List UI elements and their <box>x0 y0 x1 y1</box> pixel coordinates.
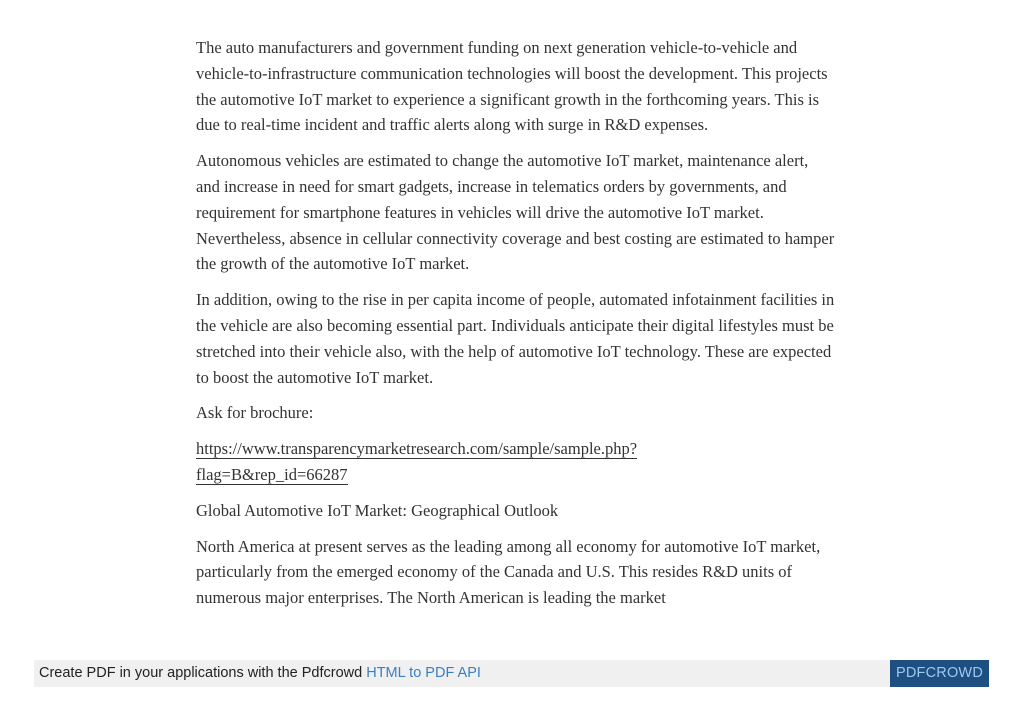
paragraph-north-america: North America at present serves as the leading among all economy for automotive IoT market, particularly from the emerged economy of the Canada and U.S. This resides R&D units of numerous major enterprises. The North American is leading the market <box>196 536 821 608</box>
paragraph-v2v-funding: The auto manufacturers and government funding on next generation vehicle-to-vehicle and vehicle-to-infrastructure communication technologies will boost the development. This projects the automotive IoT market to experience a significant growth in the forthcoming years. This is due to real-time incident and traffic alerts along with surge in R&D expenses. <box>196 38 828 135</box>
footer-text <box>39 665 481 681</box>
pdfcrowd-footer-bar <box>34 660 989 687</box>
footer-prefix: Create PDF in your applications with the Pdfcrowd <box>39 665 367 681</box>
paragraph-autonomous-vehicles: Autonomous vehicles are estimated to change the automotive IoT market, maintenance alert, and increase in need for smart gadgets, increase in telematics orders by governments, and requirement for smartphone features in vehicles will drive the automotive IoT market. Nevertheless, absence in cellular connectivity coverage and best costing are estimated to hamper the growth of the automotive IoT market. <box>196 151 835 274</box>
brochure-link-block <box>196 436 836 488</box>
brochure-label: Ask for brochure: <box>196 403 314 423</box>
paragraph-infotainment: In addition, owing to the rise in per capita income of people, automated infotainment facilities in the vehicle are also becoming essential part. Individuals anticipate their digital lifestyles must be stretched into their vehicle also, with the help of automotive IoT technology. These are expected to boost the automotive IoT market. <box>196 290 835 387</box>
section-heading: Global Automotive IoT Market: Geographical Outlook <box>196 500 559 520</box>
document-body <box>196 35 836 621</box>
brochure-link-line1[interactable]: https://www.transparencymarketresearch.com/sample/sample.php? <box>196 439 638 459</box>
html-to-pdf-api-link[interactable]: HTML to PDF API <box>366 665 481 681</box>
brochure-link-line2[interactable]: flag=B&rep_id=66287 <box>196 464 348 484</box>
pdfcrowd-brand-button[interactable]: PDFCROWD <box>890 660 989 687</box>
